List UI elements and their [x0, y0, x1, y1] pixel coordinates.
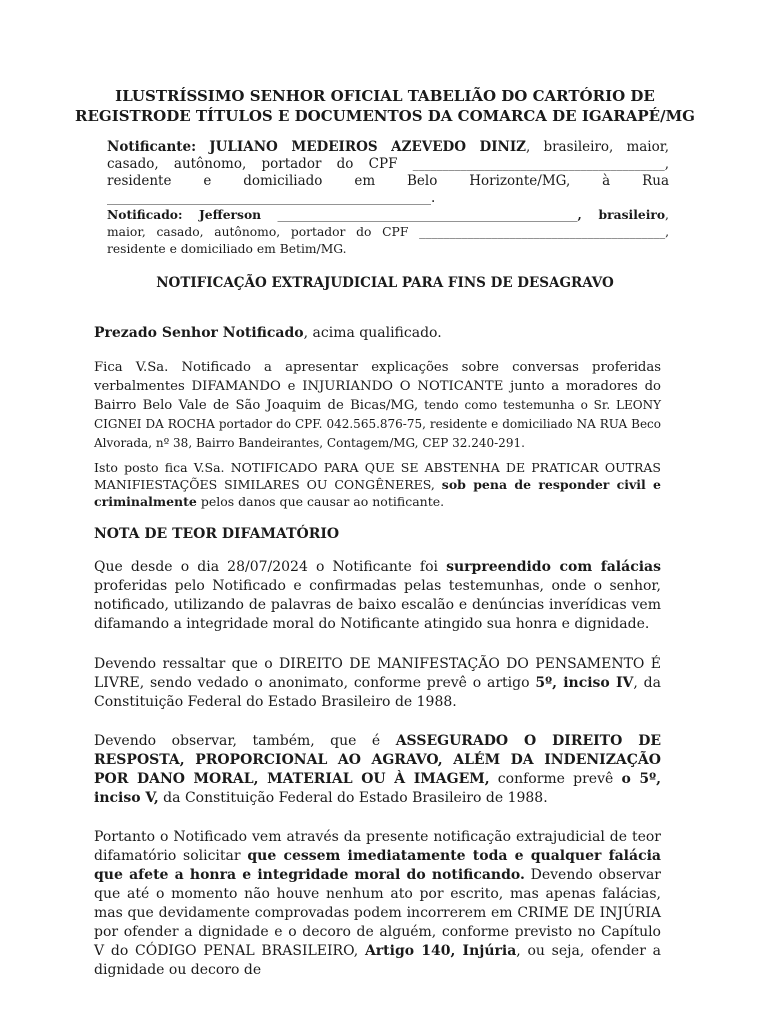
greeting-bold: Prezado Senhor Notificado — [94, 325, 304, 341]
paragraph-abstain-bold: sob pena de responder civil e criminalmente — [94, 477, 661, 509]
notificado-label: Notificado: — [107, 207, 183, 222]
paragraph-freedom-b: , da Constituição Federal do Estado Brasileiro de 1988. — [94, 675, 661, 710]
notification-heading: NOTIFICAÇÃO EXTRAJUDICIAL PARA FINS DE DESAGRAVO — [156, 275, 614, 291]
notificado-bold-tail: , brasileiro — [577, 207, 666, 222]
paragraph-since-date-a: Que desde o dia 28/07/2024 o Notificante foi — [94, 559, 447, 575]
paragraph-reply-b: conforme prevê — [489, 771, 622, 787]
paragraph-abstain — [94, 459, 661, 510]
title-line-2: REGISTRODE TÍTULOS E DOCUMENTOS DA COMARCA DE IGARAPÉ/MG — [74, 107, 695, 125]
paragraph-cease-c: , ou seja, ofender a dignidade ou decoro de — [94, 943, 661, 978]
paragraph-cease-b: Devendo observar que até o momento não houve nenhum ato por escrito, mas apenas falácias, mas que devidamente comprovadas podem incorrerem em CRIME DE INJÚRIA por ofender a dignidade e o decoro de alguém, conforme previsto no Capítulo V do CÓDIGO PENAL BRASILEIRO, — [94, 867, 662, 959]
paragraph-reply-bold-2: o 5º, inciso V, — [94, 771, 662, 806]
paragraph-right-of-reply — [94, 732, 661, 808]
notificante-name: JULIANO MEDEIROS AZEVEDO DINIZ — [209, 139, 527, 155]
greeting-rest: , acima qualificado. — [303, 325, 442, 341]
paragraph-since-date — [94, 558, 661, 634]
paragraph-abstain-tail: pelos danos que causar ao notificante. — [196, 494, 445, 509]
notificado-name: Jefferson — [198, 207, 262, 222]
paragraph-cease-a: Portanto o Notificado vem através da presente notificação extrajudicial de teor difamatório solicitar — [94, 829, 661, 864]
paragraph-since-date-bold: surpreendido com falácias — [446, 559, 661, 575]
paragraph-freedom — [94, 655, 661, 712]
notificante-text-3: . — [431, 190, 436, 206]
paragraph-freedom-a: Devendo ressaltar que o DIREITO DE MANIFESTAÇÃO DO PENSAMENTO É LIVRE, sendo vedado o anonimato, conforme prevê o artigo — [94, 656, 661, 691]
notificante-text-2: , residente e domiciliado em Belo Horizonte/MG, à Rua — [107, 156, 669, 189]
notificado-block — [107, 206, 669, 258]
paragraph-reply-a: Devendo observar, também, que é — [94, 733, 396, 749]
paragraph-since-date-b: proferidas pelo Notificado e confirmadas pelas testemunhas, onde o senhor, notificado, utilizando de palavras de baixo escalão e denúncias inverídicas vem difamando a integridade moral do Notificante atingido sua honra e dignidade. — [94, 578, 661, 632]
greeting — [94, 324, 661, 343]
paragraph-explanation-text: Fica V.Sa. Notificado a apresentar explicações sobre conversas proferidas verbalmentes DIFAMANDO e INJURIANDO O NOTICANTE junto a moradores do Bairro Belo Vale de São Joaquim de Bicas/MG, — [94, 360, 661, 413]
notificado-text-2: , residente e domiciliado em Betim/MG. — [107, 225, 669, 256]
notificante-rua-blank: ______________________________________________________ — [107, 191, 431, 205]
document-title — [60, 86, 710, 126]
notificado-cpf-blank: _________________________________________ — [419, 225, 666, 239]
title-line-1: ILUSTRÍSSIMO SENHOR OFICIAL TABELIÃO DO CARTÓRIO DE — [115, 87, 655, 105]
paragraph-cease-bold-1: que cessem imediatamente toda e qualquer falácia que afete a honra e integridade moral do notificando. — [94, 848, 661, 883]
paragraph-reply-bold-1: ASSEGURADO O DIREITO DE RESPOSTA, PROPORCIONAL AO AGRAVO, ALÉM DA INDENIZAÇÃO POR DANO MORAL, MATERIAL OU À IMAGEM, — [94, 733, 661, 787]
paragraph-cease-bold-2: Artigo 140, Injúria — [364, 943, 517, 959]
paragraph-reply-c: da Constituição Federal do Estado Brasileiro de 1988. — [158, 790, 548, 806]
nota-heading: NOTA DE TEOR DIFAMATÓRIO — [94, 526, 340, 542]
paragraph-explanation-witness: tendo como testemunha o Sr. LEONY CIGNEI DA ROCHA portador do CPF. 042.565.876-75, residente e domiciliado NA RUA Beco Alvorada, nº 38, Bairro Bandeirantes, Contagem/MG, CEP 32.240-291. — [94, 398, 661, 450]
paragraph-cease — [94, 828, 661, 980]
notificante-block — [107, 139, 669, 207]
notificado-name-blank: __________________________________________________ — [261, 208, 578, 222]
paragraph-freedom-bold: 5º, inciso IV — [535, 675, 634, 691]
notificado-text-1: , maior, casado, autônomo, portador do CPF — [107, 208, 669, 239]
notificante-cpf-blank: __________________________________________ — [412, 157, 665, 171]
paragraph-explanation — [94, 358, 661, 453]
notificante-label: Notificante: — [107, 139, 197, 155]
notificante-text-1: , brasileiro, maior, casado, autônomo, portador do CPF — [107, 139, 669, 172]
paragraph-abstain-text: Isto posto fica V.Sa. NOTIFICADO PARA QUE SE ABSTENHA DE PRATICAR OUTRAS MANIFIESTAÇÕES SIMILARES OU CONGÊNERES, — [94, 460, 661, 492]
